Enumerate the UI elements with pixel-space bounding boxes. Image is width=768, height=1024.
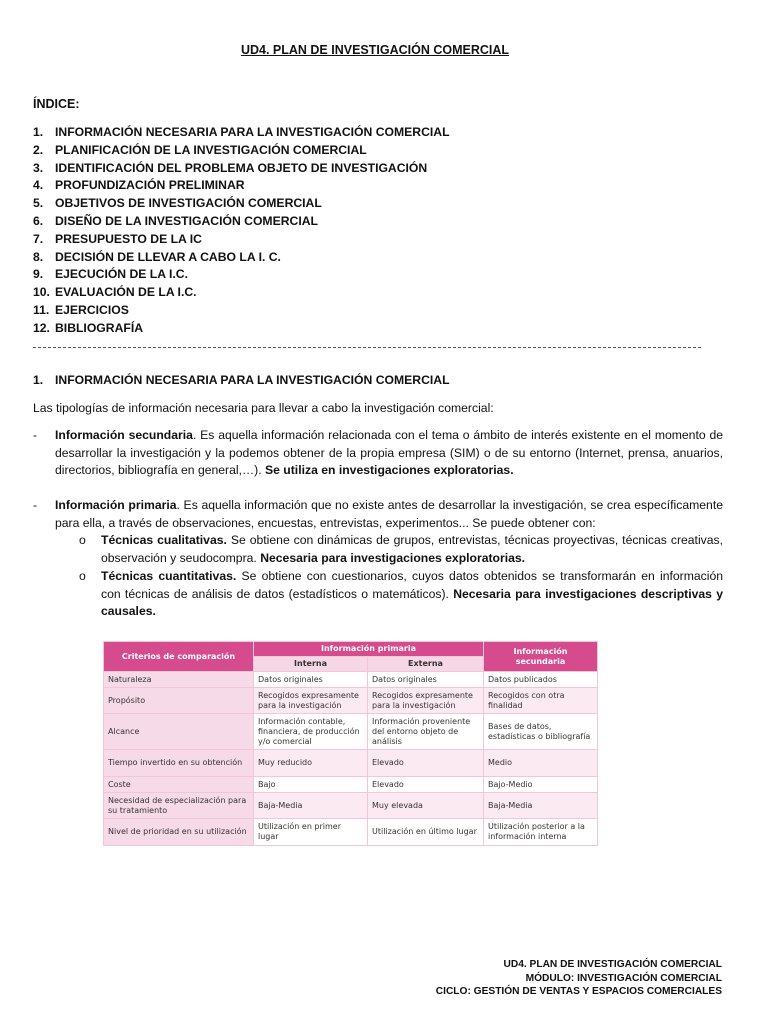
table-cell: Utilización en primer lugar — [254, 819, 368, 846]
header-informacion-secundaria: Información secundaria — [484, 642, 598, 672]
subbullet-tecnicas-cuantitativas: o Técnicas cuantitativas. Se obtiene con cuestionarios, cuyos datos obtenidos se transformarán en información con técnicas de análisis de datos (estadísticos o matemáticos). Necesaria para investigaciones descriptivas y causales. — [79, 569, 724, 619]
index-item: 7. PRESUPUESTO DE LA IC — [33, 231, 202, 246]
table-cell: Datos publicados — [484, 672, 598, 688]
index-item: 2. PLANIFICACIÓN DE LA INVESTIGACIÓN COMERCIAL — [33, 142, 367, 157]
index-item: 3. IDENTIFICACIÓN DEL PROBLEMA OBJETO DE INVESTIGACIÓN — [33, 160, 428, 175]
table-criterion-cell: Coste — [104, 777, 254, 793]
page-title: UD4. PLAN DE INVESTIGACIÓN COMERCIAL — [240, 43, 510, 57]
table-row — [104, 750, 598, 777]
index-item: 10. EVALUACIÓN DE LA I.C. — [33, 285, 197, 300]
table-cell: Información proveniente del entorno objeto de análisis — [368, 714, 484, 750]
footer-line: UD4. PLAN DE INVESTIGACIÓN COMERCIAL — [503, 959, 722, 970]
table-row — [104, 819, 598, 846]
table-row — [104, 688, 598, 714]
table-cell: Información contable, financiera, de producción y/o comercial — [254, 714, 368, 750]
section-heading: 1. INFORMACIÓN NECESARIA PARA LA INVESTIGACIÓN COMERCIAL — [33, 373, 450, 387]
table-cell: Recogidos con otra finalidad — [484, 688, 598, 714]
index-item: 11. EJERCICIOS — [33, 302, 129, 317]
table-cell: Bajo — [254, 777, 368, 793]
bullet-informacion-secundaria: - Información secundaria. Es aquella información relacionada con el tema o ámbito de interés existente en el momento de desarrollar la investigación y la podemos obtener de la propia empresa (SIM) o de su entorno (Internet, prensa, anuarios, directorios, bibliografía en general,…). Se utiliza en investigaciones exploratorias. — [33, 428, 724, 478]
index-heading: ÍNDICE: — [33, 97, 80, 111]
bullet-informacion-primaria: - Información primaria. Es aquella información que no existe antes de desarrollar la investigación, se crea específicamente para ella, a través de observaciones, encuestas, entrevistas, experimentos... Se puede obtener con: — [33, 498, 723, 530]
table-row — [104, 672, 598, 688]
header-informacion-primaria: Información primaria — [254, 642, 484, 657]
table-criterion-cell: Propósito — [104, 688, 254, 714]
table-criterion-cell: Tiempo invertido en su obtención — [104, 750, 254, 777]
index-list — [33, 124, 450, 338]
header-externa: Externa — [368, 657, 484, 672]
subbullet-tecnicas-cualitativas: o Técnicas cualitativas. Se obtiene con dinámicas de grupos, entrevistas, técnicas proyectivas, técnicas creativas, observación y seudocompra. Necesaria para investigaciones exploratorias. — [79, 533, 724, 565]
table-cell: Bases de datos, estadísticas o bibliografía — [484, 714, 598, 750]
table-cell: Muy elevada — [368, 793, 484, 819]
table-cell: Baja-Media — [484, 793, 598, 819]
subbullet-marker: o — [79, 533, 86, 547]
index-item: 12. BIBLIOGRAFÍA — [33, 320, 144, 335]
table-cell: Medio — [484, 750, 598, 777]
footer-line: MÓDULO: INVESTIGACIÓN COMERCIAL — [525, 972, 722, 984]
index-item: 4. PROFUNDIZACIÓN PRELIMINAR — [33, 178, 245, 193]
index-item: 1. INFORMACIÓN NECESARIA PARA LA INVESTIGACIÓN COMERCIAL — [33, 125, 450, 139]
table-row — [104, 714, 598, 750]
table-cell: Recogidos expresamente para la investigación — [254, 688, 368, 714]
table-cell: Datos originales — [254, 672, 368, 688]
table-criterion-cell: Naturaleza — [104, 672, 254, 688]
header-interna: Interna — [254, 657, 368, 672]
index-item: 5. OBJETIVOS DE INVESTIGACIÓN COMERCIAL — [33, 196, 322, 211]
table-cell: Utilización posterior a la información interna — [484, 819, 598, 846]
table-cell: Muy reducido — [254, 750, 368, 777]
table-cell: Baja-Media — [254, 793, 368, 819]
table-criterion-cell: Alcance — [104, 714, 254, 750]
dashed-divider — [33, 347, 701, 348]
table-cell: Elevado — [368, 750, 484, 777]
index-item: 9. EJECUCIÓN DE LA I.C. — [33, 267, 188, 282]
subbullet-marker: o — [79, 569, 86, 583]
table-criterion-cell: Necesidad de especialización para su tratamiento — [104, 793, 254, 819]
table-cell: Recogidos expresamente para la investigación — [368, 688, 484, 714]
bullet-marker: - — [33, 428, 38, 442]
table-cell: Utilización en último lugar — [368, 819, 484, 846]
header-criterios: Criterios de comparación — [104, 642, 254, 672]
index-item: 6. DISEÑO DE LA INVESTIGACIÓN COMERCIAL — [33, 213, 318, 228]
table-criterion-cell: Nivel de prioridad en su utilización — [104, 819, 254, 846]
table-row — [104, 793, 598, 819]
index-item: 8. DECISIÓN DE LLEVAR A CABO LA I. C. — [33, 249, 281, 264]
section-intro: Las tipologías de información necesaria para llevar a cabo la investigación comercial: — [33, 401, 494, 415]
bullet-marker: - — [33, 498, 38, 512]
comparison-table — [103, 641, 597, 846]
table-row — [104, 777, 598, 793]
page-footer — [436, 958, 722, 999]
table-cell: Elevado — [368, 777, 484, 793]
table-cell: Bajo-Medio — [484, 777, 598, 793]
table-cell: Datos originales — [368, 672, 484, 688]
footer-line: CICLO: GESTIÓN DE VENTAS Y ESPACIOS COMERCIALES — [435, 986, 722, 997]
